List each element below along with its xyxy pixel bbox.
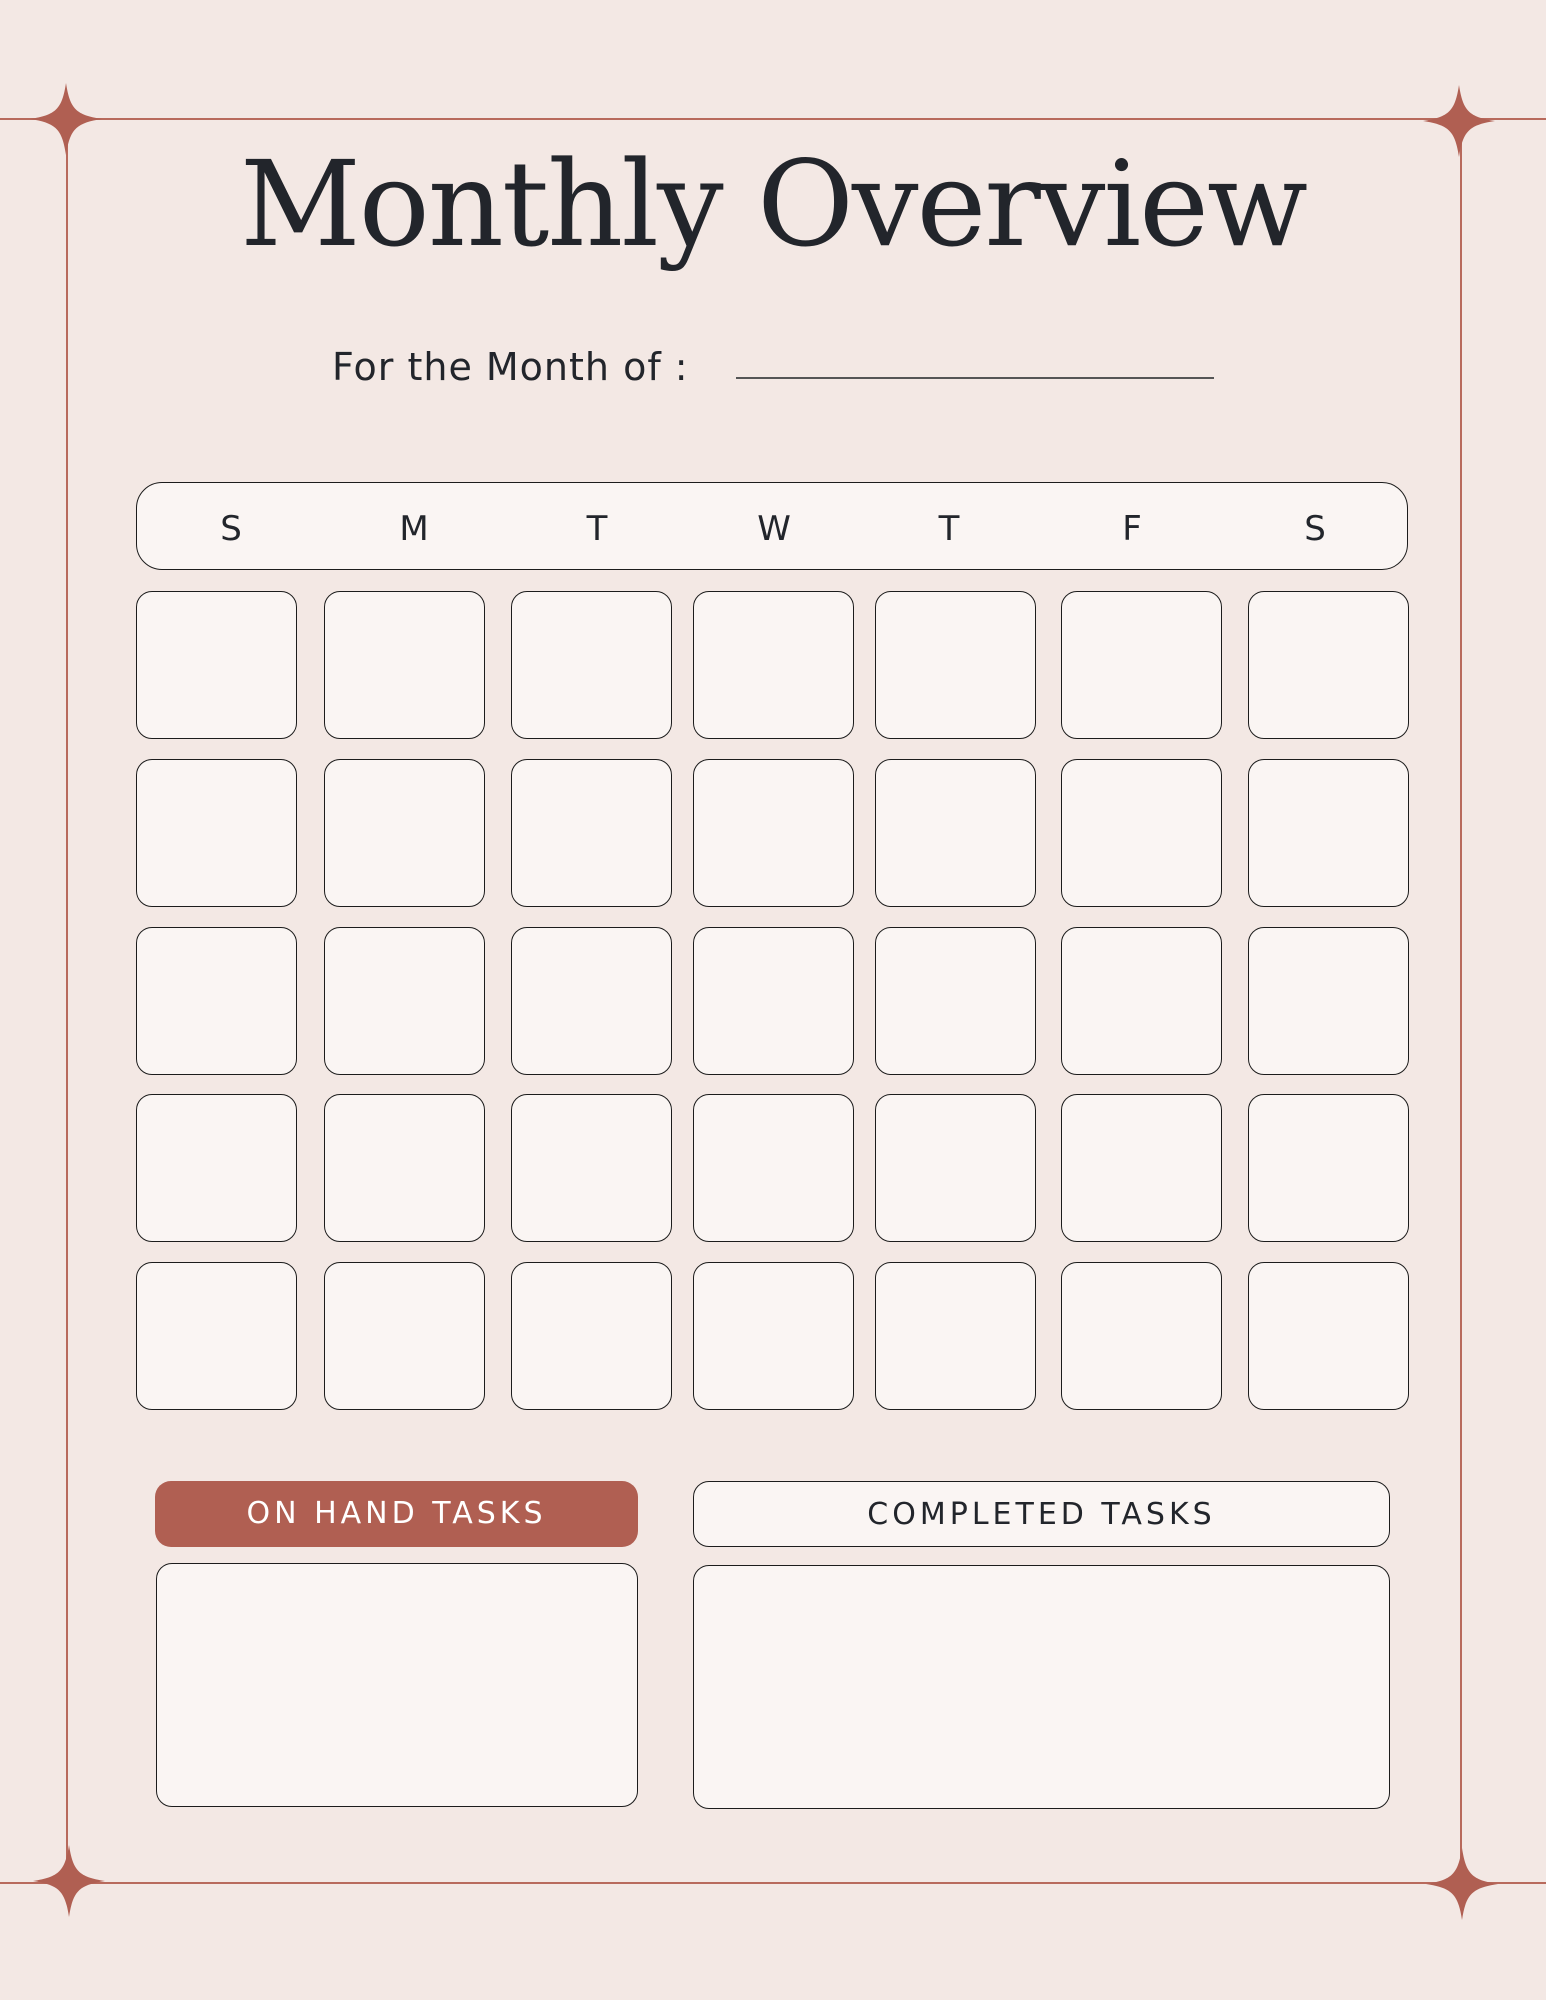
calendar-day-cell[interactable] xyxy=(511,927,672,1075)
calendar-day-cell[interactable] xyxy=(1248,759,1409,907)
weekday-sunday: S xyxy=(220,509,242,549)
on-hand-tasks-header: ON HAND TASKS xyxy=(155,1481,638,1547)
calendar-day-cell[interactable] xyxy=(875,927,1036,1075)
frame-top-line xyxy=(0,118,1546,120)
calendar-day-cell[interactable] xyxy=(136,759,297,907)
calendar-day-cell[interactable] xyxy=(875,591,1036,739)
calendar-day-cell[interactable] xyxy=(1061,1262,1222,1410)
calendar-day-cell[interactable] xyxy=(693,1094,854,1242)
weekday-monday: M xyxy=(399,509,429,549)
calendar-day-cell[interactable] xyxy=(1248,927,1409,1075)
calendar-day-cell[interactable] xyxy=(693,591,854,739)
month-input-line[interactable] xyxy=(736,377,1214,379)
weekday-wednesday: W xyxy=(757,509,791,549)
corner-star-icon xyxy=(1426,1848,1498,1920)
weekday-friday: F xyxy=(1122,509,1142,549)
calendar-day-cell[interactable] xyxy=(1061,591,1222,739)
completed-tasks-header: COMPLETED TASKS xyxy=(693,1481,1390,1547)
calendar-day-cell[interactable] xyxy=(324,927,485,1075)
calendar-day-cell[interactable] xyxy=(875,1262,1036,1410)
calendar-day-cell[interactable] xyxy=(693,759,854,907)
calendar-day-cell[interactable] xyxy=(693,1262,854,1410)
calendar-day-cell[interactable] xyxy=(511,759,672,907)
calendar-day-cell[interactable] xyxy=(324,1262,485,1410)
calendar-day-cell[interactable] xyxy=(324,1094,485,1242)
calendar-day-cell[interactable] xyxy=(511,591,672,739)
calendar-day-cell[interactable] xyxy=(136,927,297,1075)
weekday-tuesday: T xyxy=(586,509,608,549)
calendar-day-cell[interactable] xyxy=(1061,759,1222,907)
calendar-day-cell[interactable] xyxy=(1061,1094,1222,1242)
completed-tasks-box[interactable] xyxy=(693,1565,1390,1809)
calendar-day-cell[interactable] xyxy=(1061,927,1222,1075)
calendar-day-cell[interactable] xyxy=(324,591,485,739)
frame-left-line xyxy=(66,118,68,1884)
month-label: For the Month of : xyxy=(332,345,689,389)
calendar-day-cell[interactable] xyxy=(511,1094,672,1242)
page-title: Monthly Overview xyxy=(239,135,1307,273)
corner-star-icon xyxy=(33,1845,105,1917)
calendar-day-cell[interactable] xyxy=(1248,1094,1409,1242)
weekday-header xyxy=(136,482,1408,570)
calendar-day-cell[interactable] xyxy=(511,1262,672,1410)
weekday-thursday: T xyxy=(938,509,960,549)
calendar-day-cell[interactable] xyxy=(1248,591,1409,739)
calendar-day-cell[interactable] xyxy=(875,759,1036,907)
weekday-saturday: S xyxy=(1304,509,1326,549)
on-hand-tasks-box[interactable] xyxy=(156,1563,638,1807)
calendar-day-cell[interactable] xyxy=(136,1262,297,1410)
calendar-day-cell[interactable] xyxy=(136,1094,297,1242)
calendar-day-cell[interactable] xyxy=(875,1094,1036,1242)
frame-bottom-line xyxy=(0,1882,1546,1884)
calendar-day-cell[interactable] xyxy=(1248,1262,1409,1410)
frame-right-line xyxy=(1460,118,1462,1884)
calendar-day-cell[interactable] xyxy=(324,759,485,907)
calendar-day-cell[interactable] xyxy=(693,927,854,1075)
calendar-day-cell[interactable] xyxy=(136,591,297,739)
